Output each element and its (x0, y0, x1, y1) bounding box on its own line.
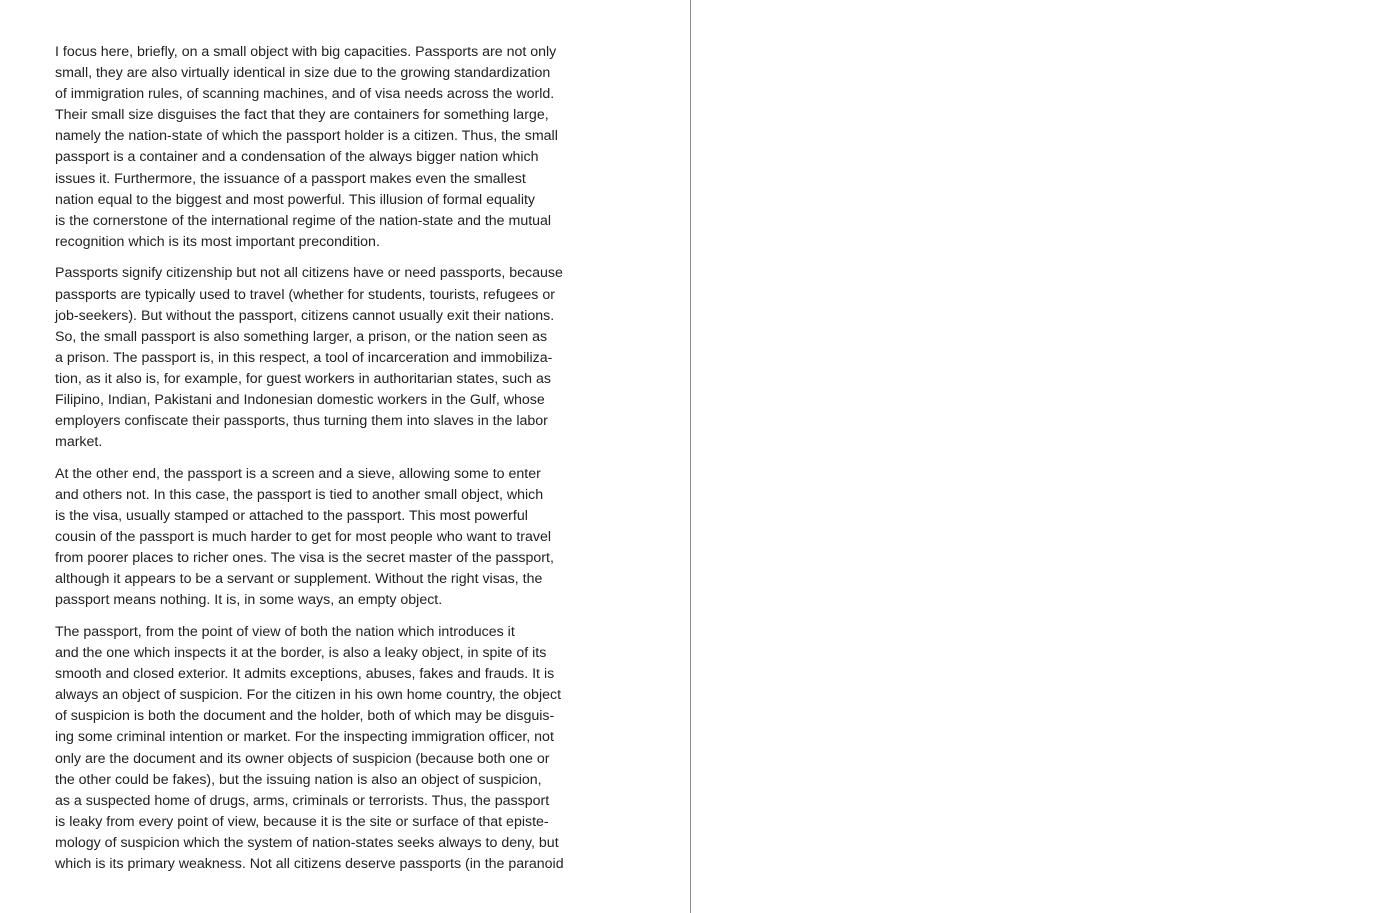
text-line: of suspicion is both the document and the holder, both of which may be disguis- (55, 708, 555, 725)
left-page-body (55, 42, 580, 886)
text-line: the other could be fakes), but the issuing nation is also an object of suspicion, (55, 771, 542, 788)
paragraph (55, 622, 580, 875)
text-line: is the visa, usually stamped or attached to the passport. This most powerful (55, 507, 528, 524)
text-line: The passport, from the point of view of both the nation which introduces it (55, 623, 515, 640)
text-line: passport is a container and a condensation of the always bigger nation which (55, 149, 539, 166)
text-line: and others not. In this case, the passport is tied to another small object, which (55, 486, 544, 503)
text-line: as a suspected home of drugs, arms, criminals or terrorists. Thus, the passport (55, 792, 550, 809)
text-line: only are the document and its owner objects of suspicion (because both one or (55, 750, 550, 767)
text-line: from poorer places to richer ones. The visa is the secret master of the passport, (55, 550, 554, 567)
paragraph (55, 42, 580, 253)
text-line: always an object of suspicion. For the citizen in his own home country, the object (55, 687, 562, 704)
text-line: Filipino, Indian, Pakistani and Indonesian domestic workers in the Gulf, whose (55, 392, 545, 408)
text-line: passport means nothing. It is, in some ways, an empty object. (55, 592, 443, 609)
text-line: market. (55, 434, 103, 451)
text-line: although it appears to be a servant or supplement. Without the right visas, the (55, 571, 543, 588)
text-line: namely the nation-state of which the passport holder is a citizen. Thus, the small (55, 128, 558, 145)
text-line: is the cornerstone of the international regime of the nation-state and the mutual (55, 212, 552, 229)
text-line: employers confiscate their passports, thus turning them into slaves in the labor (55, 413, 548, 430)
text-line: So, the small passport is also something larger, a prison, or the nation seen as (55, 328, 548, 345)
text-line: job-seekers). But without the passport, citizens cannot usually exit their nations. (55, 307, 555, 324)
paragraph (55, 464, 580, 612)
text-line: a prison. The passport is, in this respect, a tool of incarceration and immobiliza- (55, 349, 553, 366)
text-line: is leaky from every point of view, because it is the site or surface of that episte- (55, 813, 549, 830)
text-line: issues it. Furthermore, the issuance of a passport makes even the smallest (55, 170, 526, 187)
text-line: passports are typically used to travel (whether for students, tourists, refugees or (55, 286, 555, 303)
text-line: mology of suspicion which the system of nation-states seeks always to deny, but (55, 834, 559, 851)
text-line: tion, as it also is, for example, for guest workers in authoritarian states, such as (55, 370, 552, 387)
text-line: nation equal to the biggest and most powerful. This illusion of formal equality (55, 191, 536, 208)
text-line: At the other end, the passport is a screen and a sieve, allowing some to enter (55, 465, 541, 482)
text-line: ing some criminal intention or market. For the inspecting immigration officer, not (55, 729, 554, 746)
text-line: Passports signify citizenship but not all citizens have or need passports, because (55, 265, 563, 282)
text-line: cousin of the passport is much harder to get for most people who want to travel (55, 529, 552, 546)
text-line: recognition which is its most important precondition. (55, 233, 380, 250)
text-line: small, they are also virtually identical in size due to the growing standardization (55, 65, 551, 82)
text-line: of immigration rules, of scanning machines, and of visa needs across the world. (55, 86, 555, 103)
paragraph (55, 263, 580, 453)
text-line: which is its primary weakness. Not all citizens deserve passports (in the paranoid (55, 855, 564, 872)
gutter-divider (690, 0, 691, 913)
text-line: Their small size disguises the fact that they are containers for something large, (55, 107, 549, 124)
text-line: smooth and closed exterior. It admits exceptions, abuses, fakes and frauds. It is (55, 666, 555, 683)
text-line: and the one which inspects it at the border, is also a leaky object, in spite of its (55, 645, 547, 662)
text-line: I focus here, briefly, on a small object with big capacities. Passports are not only (55, 44, 557, 60)
